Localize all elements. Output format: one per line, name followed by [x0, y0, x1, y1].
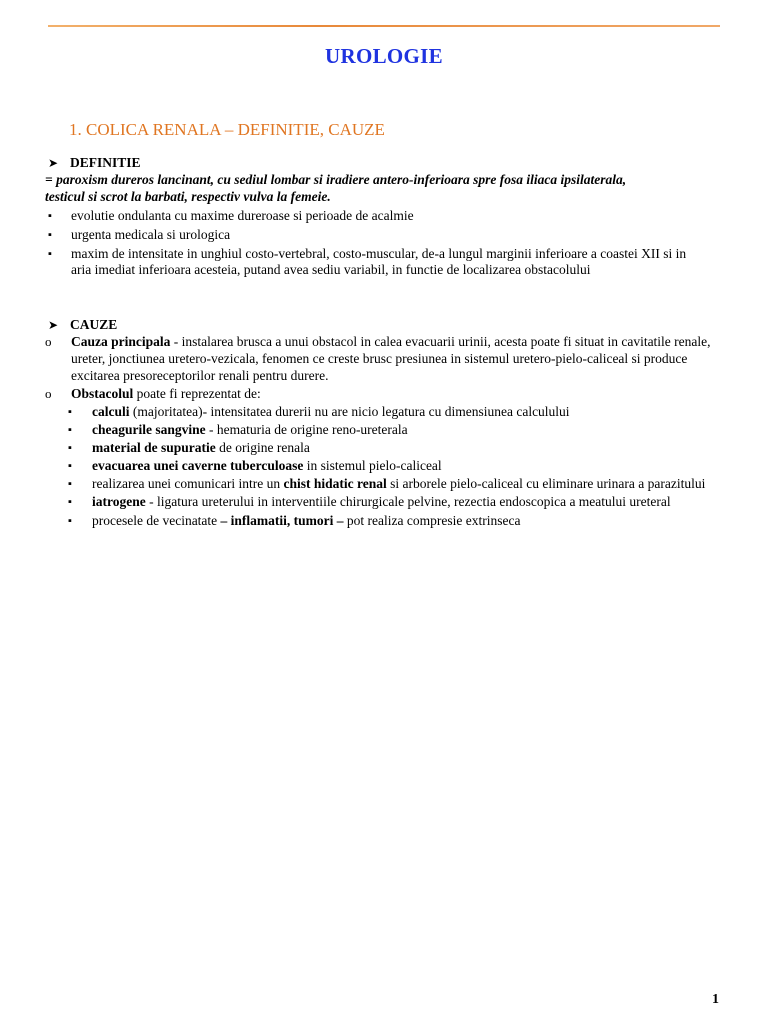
arrow-bullet-icon: ➤ — [48, 156, 59, 170]
circle-bullet-icon: o — [45, 334, 52, 349]
definition-line-1: = paroxism dureros lancinant, cu sediul lombar si iradiere antero-inferioara spre fosa iliaca ipsilaterala, — [45, 172, 627, 187]
square-bullet-icon: ▪ — [68, 424, 72, 437]
list-item: ▪ evolutie ondulanta cu maxime dureroase si perioade de acalmie — [48, 208, 414, 223]
list-item — [45, 334, 725, 384]
list-item: ▪ cheagurile sangvine - hematuria de origine reno-ureterala — [68, 422, 408, 438]
cauza-principala — [45, 334, 725, 384]
circle-bullet-icon: o — [45, 386, 52, 401]
page-number: 1 — [712, 992, 719, 1007]
definition-statement — [45, 172, 745, 206]
definition-line-2: testicul si scrot la barbati, respectiv vulva la femeie. — [45, 188, 331, 204]
obstacol-label: Obstacolul — [71, 386, 134, 401]
cauza-text: - instalarea brusca a unui obstacol in calea evacuarii urinii, acesta poate fi situat in cavitatile renale, ureter, jonctiunea uretero-vezicala, fenomen ce creste brusc presiunea in sistemul uretero-pielo-caliceal si produce excitarea presoreceptorilor renali pentru durere. — [71, 334, 711, 383]
definitie-header — [0, 155, 768, 173]
list-item — [45, 386, 725, 403]
cauze-header-label: CAUZE — [70, 317, 118, 332]
obstacol-list — [65, 404, 725, 531]
list-item: ▪ procesele de vecinatate – inflamatii, tumori – pot realiza compresie extrinseca — [68, 512, 521, 528]
list-item: ▪ iatrogene - ligatura ureterului in interventiile chirurgicale pelvine, rezectia endoscopica a meatului ureteral — [68, 494, 671, 510]
square-bullet-icon: ▪ — [48, 247, 52, 260]
page-title: UROLOGIE — [325, 44, 443, 68]
definitie-header-label: DEFINITIE — [70, 155, 141, 170]
square-bullet-icon: ▪ — [68, 406, 72, 418]
list-item: ▪ realizarea unei comunicari intre un chist hidatic renal si arborele pielo-caliceal cu eliminare urinara a parazitului — [68, 476, 706, 492]
square-bullet-icon: ▪ — [68, 442, 72, 455]
square-bullet-icon: ▪ — [68, 478, 72, 491]
square-bullet-icon: ▪ — [48, 228, 52, 241]
list-item: ▪ calculi (majoritatea)- intensitatea durerii nu are nicio legatura cu dimensiunea calculului — [68, 404, 570, 419]
obstacol-text: poate fi reprezentat de: — [133, 386, 261, 401]
list-item: ▪ urgenta medicala si urologica — [48, 226, 231, 242]
definitie-list — [45, 208, 705, 279]
section-title: 1. COLICA RENALA – DEFINITIE, CAUZE — [69, 120, 385, 139]
obstacolul — [45, 386, 725, 403]
square-bullet-icon: ▪ — [68, 514, 72, 527]
list-item: ▪ material de supuratie de origine renala — [68, 440, 310, 456]
square-bullet-icon: ▪ — [68, 496, 72, 509]
header-rule — [48, 25, 720, 27]
square-bullet-icon: ▪ — [68, 460, 72, 473]
list-item: ▪ maxim de intensitate in unghiul costo-vertebral, costo-muscular, de-a lungul marginii inferioare a coastei XII si in aria imediat inferioara acesteia, putand avea sediu variabil, in functie de localizarea obstacolului — [48, 245, 687, 278]
arrow-bullet-icon: ➤ — [48, 318, 59, 332]
square-bullet-icon: ▪ — [48, 210, 52, 222]
cauze-header — [0, 317, 768, 335]
list-item: ▪ evacuarea unei caverne tuberculoase in sistemul pielo-caliceal — [68, 458, 442, 474]
cauza-label: Cauza principala — [71, 334, 171, 349]
